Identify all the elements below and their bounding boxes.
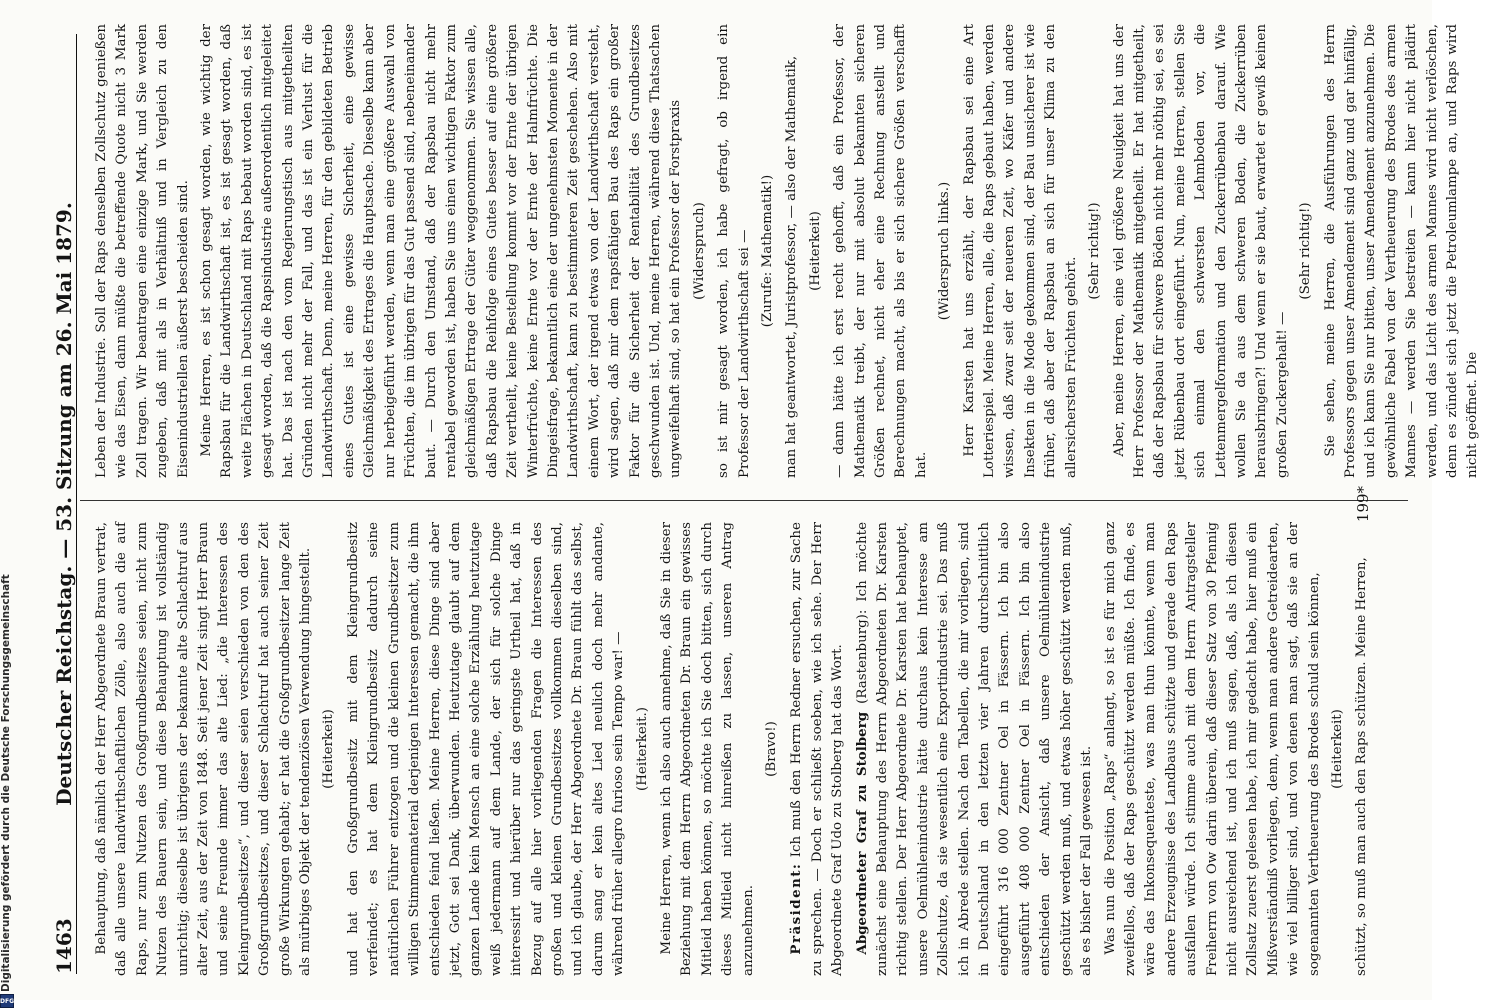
paragraph: Behauptung, daß nämlich der Herr Abgeordnete Braun vertrat, daß alle unsere landwirthschaftlichen Zölle, also auch die auf Raps, nur zum Nutzen des Großgrundbesitzes seien, nicht zum Nutzen des Bauern sein, und diese Behauptung ist vollständig unrichtig; dieselbe ist übrigens der bekannte alte Schlachtruf aus alter Zeit, aus der Zeit von 1848. Seit jener Zeit singt Herr Braun und seine Freunde immer das alte Lied: „die Interessen des Kleingrundbesitzes“, und dieser seien verschieden von den des Großgrundbesitzes, und dieser Schlachtruf hat auch seiner Zeit große Wirkungen gehabt; er hat die Großgrundbesitzer lange Zeit als mürbiges Objekt der tendenziösen Verwendung hingestellt. bbox=[94, 522, 314, 976]
stage-direction: (Zurufe: Mathematik!) bbox=[760, 174, 775, 328]
paragraph: Herr Karsten hat uns erzählt, der Rapsbau sei eine Art Lotteriespiel. Meine Herren, alle, die Raps gebaut haben, werden wissen, daß zwar seit der neueren Zeit, wo Käfer und andere Insekten in die Mode gekommen sind, der Bau unsicherer ist wie früher, daß aber der Rapsbau an sich für unser Klima zu den allersichersten Früchten gehört. bbox=[961, 24, 1079, 478]
right-column bbox=[92, 24, 1487, 478]
page-header bbox=[28, 34, 77, 974]
speech-text: Ich muß den Herrn Redner ersuchen, zur Sache zu sprechen. — Doch er schließt soeben, wie ich sehe. Der Herr Abgeordnete Graf Udo zu Stolberg hat das Wort. bbox=[789, 522, 846, 976]
stage-direction: (Heiterkeit) bbox=[321, 709, 337, 789]
speaker-paragraph bbox=[852, 522, 1098, 976]
paragraph: — dann hätte ich erst recht gehofft, daß ein Professor, der Mathematik treibt, der nur mit absolut bekannten sicheren Größen rechnet, nicht eher eine Rechnung anstellt und Berechnungen macht, als bis er sich sichere Größen verschafft hat. bbox=[832, 24, 929, 478]
speech-text: (Rastenburg): Ich möchte zunächst eine Behauptung des Herrn Abgeordneten Dr. Karsten richtig stellen. Der Herr Abgeordnete Dr. Karsten hat behauptet, unsere Oelmühlenindustrie hätte durchaus kein Interesse am Zollschutze, da sie wesentlich eine Exportindustrie sei. Das muß ich in Abrede stellen. Nach den Tabellen, die mir vorliegen, sind in Deutschland in den letzten vier Jahren durchschnittlich eingeführt 316 000 Zentner Oel in Fässern. Ich bin also ausgeführt 408 000 Zentner Oel in Fässern. Ich bin also entschieden der Ansicht, daß unsere Oelmühlenindustrie geschützt werden muß, und etwas höher geschützt werden muß, als es bisher der Fall gewesen ist. bbox=[854, 522, 1095, 976]
column-divider bbox=[80, 500, 1408, 501]
left-column bbox=[92, 522, 1376, 976]
paragraph: so ist mir gesagt worden, ich habe gefragt, ob irgend ein Professor der Landwirthschaft sei — bbox=[716, 24, 752, 478]
stage-direction: (Widerspruch links.) bbox=[937, 181, 953, 321]
paragraph: Meine Herren, wenn ich also auch annehme, daß Sie in dieser Beziehung mit dem Herrn Abgeordneten Dr. Braun ein gewisses Mitleid haben können, so möchte ich Sie doch bitten, sich durch dieses Mitleid nicht hinreißen zu lassen, unseren Antrag anzunehmen. bbox=[658, 522, 756, 976]
paragraph: und hat den Großgrundbesitz mit dem Kleingrundbesitz verfeindet; es hat dem Kleingrundbesitz dadurch seine natürlichen Führer entzogen und die kleinen Grundbesitzer zum willigen Stimmenmaterial derjenigen Interessen gemacht, die ihm entschieden feind ließen. Meine Herren, diese Dinge sind aber jetzt, Gott sei Dank, überwunden. Heutzutage glaubt auf dem ganzen Lande kein Mensch an eine solche Erzählung heutzutage weiß jedermann auf dem Lande, der sich für solche Dinge interessirt und hierüber nur das geringste Urtheil hat, daß in Bezug auf alle hier vorliegenden Fragen die Interessen des großen und kleinen Grundbesitzes vollkommen dieselben sind, und ich glaube, der Herr Abgeordnete Dr. Braun fühlt das selbst, darum sang er kein altes Lied neulich doch mehr andante, während früher allegro furioso sein Tempo war! — bbox=[345, 522, 627, 976]
paragraph: man hat geantwortet, Juristprofessor, — also der Mathematik, bbox=[784, 55, 800, 478]
paragraph: Was nun die Position „Raps“ anlangt, so ist es für mich ganz zweifellos, daß der Raps geschützt werden müßte. Ich finde, es wäre das Inkonsequenteste, was man thun könnte, wenn man andere Erzeugnisse des Landbaus schützte und gerade den Raps ausfallen würde. Ich stimme auch mit dem Herrn Antragsteller Freiherrn von Ow darin überein, daß dieser Satz von 30 Pfennig nicht ausreichend ist, und ich muß sagen, daß, als ich diesen Zollsatz zuerst gelesen habe, ich mir gedacht habe, hier muß ein Mißverständniß vorliegen, denn, wenn man andere Getreidearten, wie viel billiger sind, und von denen man sagt, daß sie an der sogenannten Vertheuerung des Brodes schuld sein können, bbox=[1102, 522, 1322, 976]
dfg-logo-icon: DFG bbox=[0, 994, 14, 1008]
stage-direction: (Heiterkeit.) bbox=[634, 707, 650, 791]
speaker-name: Abgeordneter Graf zu Stolberg bbox=[853, 711, 870, 955]
digitization-credit: Digitalisierung gefördert durch die Deutsche Forschungsgemeinschaft bbox=[0, 574, 12, 992]
paragraph: Meine Herren, es ist schon gesagt worden, wie wichtig der Rapsbau für die Landwirthschaft ist, es ist gesagt worden, daß weite Flächen in Deutschland mit Raps bebaut worden sind, es ist gesagt worden, daß die Rapsindustrie außerordentlich mitgeleitet hat. Das ist nach den vom Regierungstisch aus mitgetheilten Gründen nicht mehr der Fall, und das ist ein Verlust für die Landwirthschaft. Denn, meine Herren, für den gebildeten Betrieb eines Gutes ist eine gewisse Sicherheit, eine gewisse Gleichmäßigkeit des Ertrages die Hauptsache. Dieselbe kann aber nur herbeigeführt werden, wenn man eine größere Auswahl von Früchten, die im übrigen für das Gut passend sind, nebeneinander baut. — Durch den Umstand, daß der Rapsbau nicht mehr rentabel geworden ist, haben Sie uns einen wichtigen Faktor zum gleichmäßigen Ertrage der Güter weggenommen. Sie wissen alle, daß Rapsbau die Reihfolge eines Gutes besser auf eine größere Zeit vertheilt, keine Bestellung kommt vor der Ernte der übrigen Winterfrüchte, keine Ernte vor der Ernte der Halmfrüchte. Die Dingeisfrage, bekanntlich eine der ungenehmsten Momente in der Landwirthschaft, kann zu bestimmteren Zeit geschehen. Also mit einem Wort, der irgend etwas von der Landwirthschaft versteht, wird sagen, daß mir dem rapsfähigen Bau des Raps ein großer Faktor für die Sicherheit der Rentabilität des Grundbesitzes geschwunden ist. Und, meine Herren, während diese Thatsachen ungweifelhaft sind, so hat ein Professor der Forstpraxis bbox=[199, 24, 684, 478]
stage-direction: (Heiterkeit) bbox=[807, 211, 823, 291]
running-title: Deutscher Reichstag. — 53. Sitzung am 26. Mai 1879. bbox=[52, 202, 76, 806]
stage-direction: (Sehr richtig!) bbox=[1087, 202, 1103, 300]
stage-direction: (Sehr richtig!) bbox=[1298, 202, 1314, 300]
paragraph: Sie sehen, meine Herren, die Ausführungen des Herrn Professors gegen unser Amendement sind ganz und gar hinfällig, und ich kann Sie nur bitten, unser Amendement anzunehmen. Die gewöhnliche Fabel von der Vertheuerung des Brodes des armen Mannes — werden Sie bestreiten — kann hier nicht plädirt werden, und das Licht des armen Mannes wird nicht verlöschen, denn es zündet sich jetzt die Petroleumlampe an, und Raps wird nicht geöffnet. Die bbox=[1322, 24, 1481, 478]
speaker-name: Präsident: bbox=[788, 862, 805, 955]
stage-direction: (Heiterkeit) bbox=[1329, 709, 1345, 789]
signature-mark: 199* bbox=[1354, 485, 1372, 523]
page-number: 1463 bbox=[52, 918, 76, 974]
paragraph: Aber, meine Herren, eine viel größere Neuigkeit hat uns der Herr Professor der Mathematik mitgetheilt. Er hat mitgetheilt, daß der Rapsbau für schwere Böden nicht mehr nöthig sei, es sei jetzt Rübenbau dort eingeführt. Nun, meine Herren, stellen Sie sich einmal den schwersten Lehmboden vor, die Lettenmergelformation und den Zuckerrübenbau darauf. Wie wollen Sie da aus dem schweren Boden, die Zuckerrüben herausbringen?! Und wenn er sie baut, erwartet er gewiß keinen großen Zuckergehalt! — bbox=[1111, 24, 1290, 478]
stage-direction: (Widerspruch) bbox=[691, 202, 707, 300]
speaker-paragraph bbox=[786, 522, 848, 976]
stage-direction: (Bravo!) bbox=[764, 721, 779, 777]
paragraph: Leben der Industrie. Soll der Raps denselben Zollschutz genießen wie das Eisen, dann müßte die betreffende Quote nicht 3 Mark Zoll tragen. Wir beantragen eine einzige Mark, und Sie werden zugeben, daß mit als in Verhältniß und in Vergleich zu den Eisenindustriellen äußerst bescheiden sind. bbox=[94, 24, 191, 478]
paragraph: schützt, so muß man auch den Raps schützen. Meine Herren, bbox=[1354, 557, 1370, 976]
